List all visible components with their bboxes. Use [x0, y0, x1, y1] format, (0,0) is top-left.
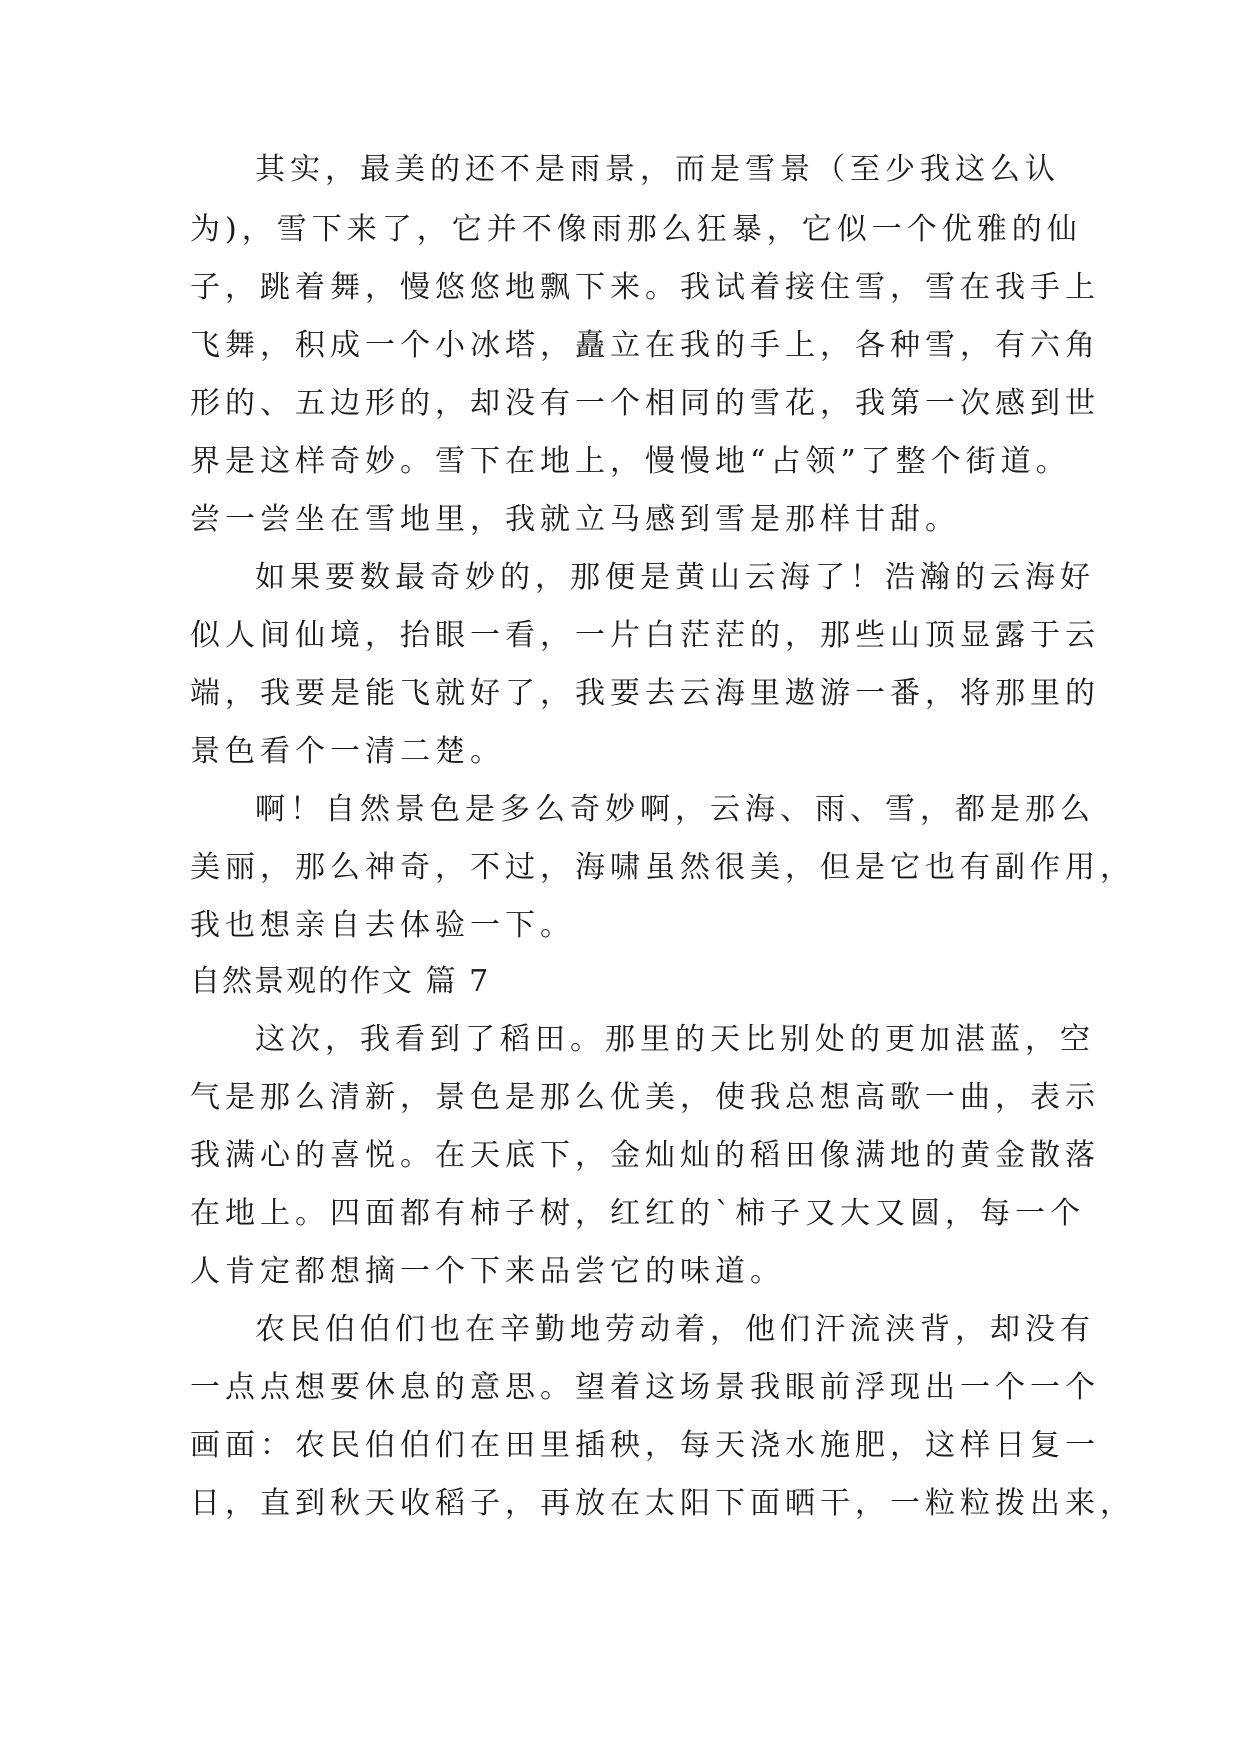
paragraph-line: 我也想亲自去体验一下。: [190, 908, 575, 943]
paragraph-line: 子，跳着舞，慢悠悠地飘下来。我试着接住雪，雪在我手上: [190, 270, 1100, 305]
paragraph-line: 似人间仙境，抬眼一看，一片白茫茫的，那些山顶显露于云: [190, 618, 1100, 653]
paragraph-line: 端，我要是能飞就好了，我要去云海里遨游一番，将那里的: [190, 676, 1100, 711]
paragraph-line: 在地上。四面都有柿子树，红红的`柿子又大又圆，每一个: [190, 1196, 1085, 1231]
paragraph-line: 界是这样奇妙。雪下在地上，慢慢地“占领”了整个街道。: [190, 444, 1071, 479]
paragraph-line: 美丽，那么神奇，不过，海啸虽然很美，但是它也有副作用，: [190, 850, 1135, 885]
paragraph-line: 日，直到秋天收稻子，再放在太阳下面晒干，一粒粒拨出来，: [190, 1486, 1135, 1521]
paragraph-line: 为)，雪下来了，它并不像雨那么狂暴，它似一个优雅的仙: [190, 212, 1082, 247]
paragraph-line: 其实，最美的还不是雨景，而是雪景（至少我这么认: [255, 152, 1060, 187]
paragraph-line: 人肯定都想摘一个下来品尝它的味道。: [190, 1254, 785, 1289]
paragraph-line: 尝一尝坐在雪地里，我就立马感到雪是那样甘甜。: [190, 502, 960, 537]
paragraph-line: 这次，我看到了稻田。那里的天比别处的更加湛蓝，空: [255, 1022, 1095, 1057]
paragraph-line: 景色看个一清二楚。: [190, 734, 505, 769]
paragraph-line: 如果要数最奇妙的，那便是黄山云海了！浩瀚的云海好: [255, 560, 1095, 595]
paragraph-line: 我满心的喜悦。在天底下，金灿灿的稻田像满地的黄金散落: [190, 1138, 1100, 1173]
paragraph-line: 气是那么清新，景色是那么优美，使我总想高歌一曲，表示: [190, 1080, 1100, 1115]
paragraph-line: 形的、五边形的，却没有一个相同的雪花，我第一次感到世: [190, 386, 1100, 421]
paragraph-line: 啊！自然景色是多么奇妙啊，云海、雨、雪，都是那么: [255, 792, 1095, 827]
paragraph-line: 飞舞，积成一个小冰塔，矗立在我的手上，各种雪，有六角: [190, 328, 1100, 363]
paragraph-line: 农民伯伯们也在辛勤地劳动着，他们汗流浃背，却没有: [255, 1312, 1095, 1347]
paragraph-line: 画面：农民伯伯们在田里插秧，每天浇水施肥，这样日复一: [190, 1428, 1100, 1463]
section-heading: 自然景观的作文 篇 7: [190, 964, 491, 999]
paragraph-line: 一点点想要休息的意思。望着这场景我眼前浮现出一个一个: [190, 1370, 1100, 1405]
